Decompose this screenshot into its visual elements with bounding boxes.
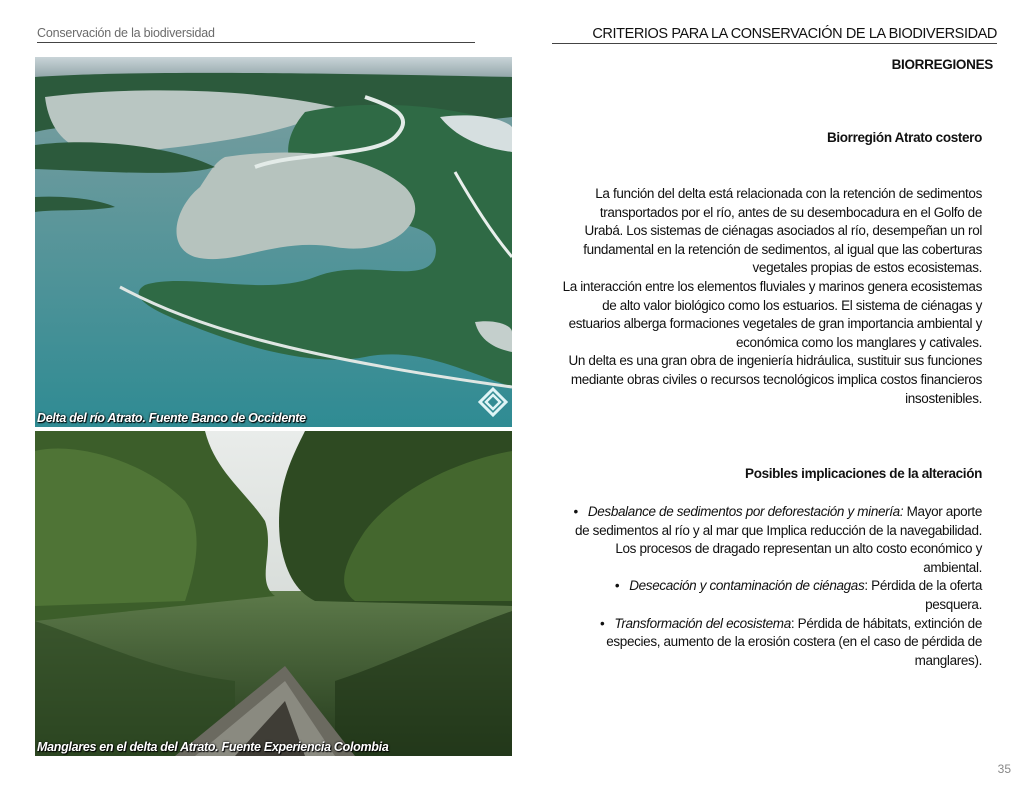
body-text [562, 185, 982, 408]
paragraph: La interacción entre los elementos fluviales y marinos genera ecosistemas de alto valor biológico como los estuarios. El sistema de ciénagas y estuarios alberga formaciones vegetales de gran importancia ambiental y económica como los manglares y cativales. [562, 278, 982, 350]
bullet-icon: • [573, 504, 578, 519]
section-title: BIORREGIONES [891, 57, 993, 72]
bullet-icon: • [600, 615, 605, 631]
mangrove-photo [35, 431, 512, 756]
running-header-left: Conservación de la biodiversidad [37, 26, 475, 43]
list-item-text: : Pérdida de hábitats, extinción de especies, aumento de la erosión costera (en el caso de pérdida de manglares). [606, 615, 982, 668]
bullet-list [562, 503, 982, 670]
delta-aerial-photo [35, 57, 512, 427]
list-item [562, 503, 982, 577]
subsection-heading: Biorregión Atrato costero [826, 130, 982, 145]
list-item-text: : Pérdida de la oferta pesquera. [864, 578, 982, 612]
subsection-heading: Posibles implicaciones de la alteración [745, 466, 982, 481]
page-number: 35 [997, 762, 1011, 776]
bullet-icon: • [614, 578, 620, 594]
paragraph: Un delta es una gran obra de ingeniería hidráulica, sustituir sus funciones mediante obras civiles o recursos tecnológicos implica costos financieros insostenibles. [568, 353, 982, 406]
list-item-text: Mayor aporte de sedimentos al río y al mar que Implica reducción de la navegabilidad. Los procesos de dragado representan un alto costo económico y ambiental. [574, 504, 982, 575]
paragraph: La función del delta está relacionada con la retención de sedimentos transportados por el río, antes de su desembocadura en el Golfo de Urabá. Los sistemas de ciénagas asociados al río, desempeñan un rol fundamental en la retención de sedimentos, al igual que las coberturas vegetales propias de estos ecosistemas. [583, 186, 982, 276]
list-item-term: Transformación del ecosistema [614, 615, 791, 631]
banco-logo-icon [478, 387, 508, 421]
figure-caption: Manglares en el delta del Atrato. Fuente Experiencia Colombia [37, 740, 389, 754]
running-header-right: CRITERIOS PARA LA CONSERVACIÓN DE LA BIODIVERSIDAD [552, 26, 997, 44]
list-item [562, 577, 982, 614]
list-item [562, 615, 982, 671]
list-item-term: Desecación y contaminación de ciénagas [629, 578, 865, 594]
list-item-term: Desbalance de sedimentos por deforestación y minería: [587, 504, 904, 519]
figure-caption: Delta del río Atrato. Fuente Banco de Occidente [37, 411, 306, 425]
